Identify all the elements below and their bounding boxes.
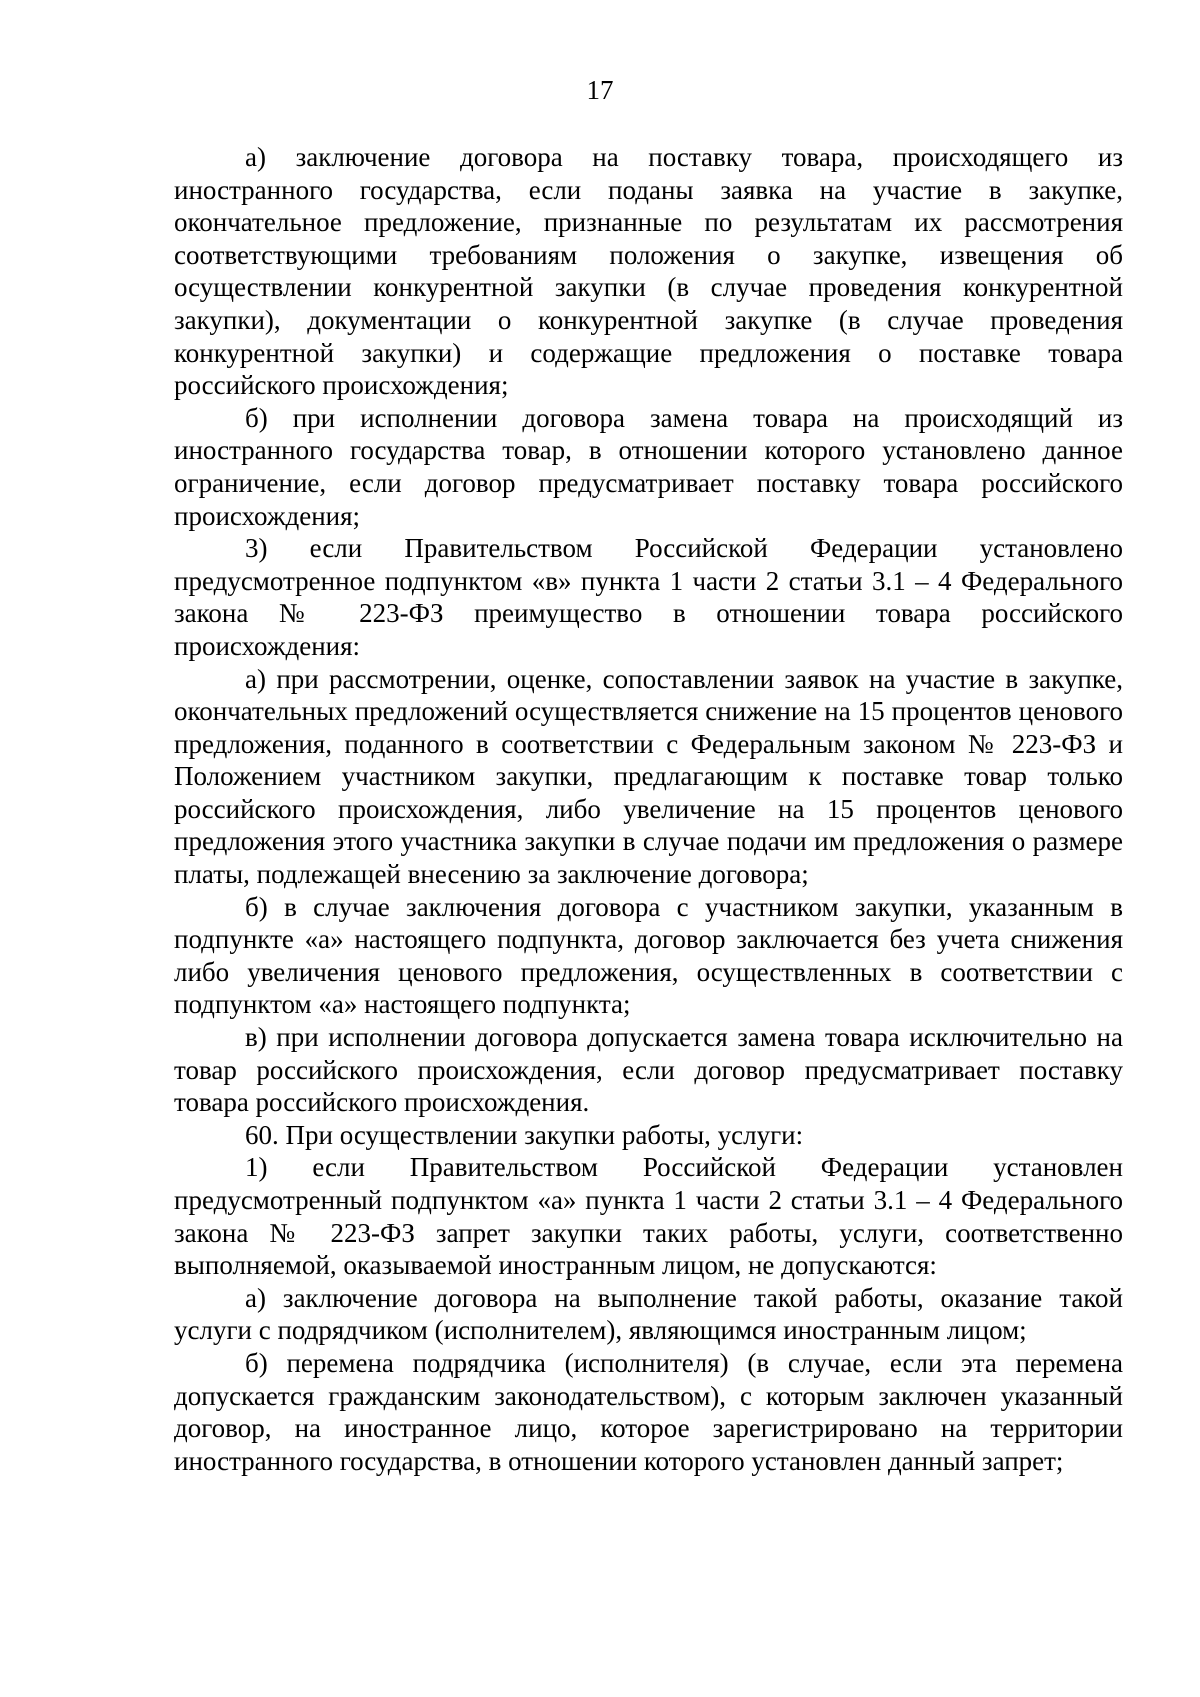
paragraph-a-foreign-contractor: а) заключение договора на выполнение такой работы, оказание такой услуги с подрядчиком (исполнителем), являющимся иностранным лицом; [174,1282,1123,1346]
paragraph-b-goods-replacement: б) при исполнении договора замена товара на происходящий из иностранного государства товар, в отношении которого установлено данное ограничение, если договор предусматривает поставку товара российского происхождения; [174,402,1123,531]
paragraph-a-foreign-goods-contract: а) заключение договора на поставку товара, происходящего из иностранного государства, если поданы заявка на участие в закупке, окончательное предложение, признанные по результатам их рассмотрения соответствующими требованиям положения о закупке, извещения об осуществлении конкурентной закупки (в случае проведения конкурентной закупки), документации о конкурентной закупке (в случае проведения конкурентной закупки) и содержащие предложения о поставке товара российского происхождения; [174,142,1123,401]
paragraph-1-prohibition: 1) если Правительством Российской Федерации установлен предусмотренный подпунктом «а» пункта 1 части 2 статьи 3.1 – 4 Федерального закона № 223-ФЗ запрет закупки таких работы, услуги, соответственно выполняемой, оказываемой иностранным лицом, не допускаются: [174,1152,1123,1281]
paragraph-3-preference: 3) если Правительством Российской Федерации установлено предусмотренное подпунктом «в» пункта 1 части 2 статьи 3.1 – 4 Федерального закона № 223-ФЗ преимущество в отношении товара российского происхождения: [174,533,1123,661]
paragraph-a-price-reduction: а) при рассмотрении, оценке, сопоставлении заявок на участие в закупке, окончательных предложений осуществляется снижение на 15 процентов ценового предложения, поданного в соответствии с Федеральным законом № 223-ФЗ и Положением участником закупки, предлагающим к поставке товар только российского происхождения, либо увеличение на 15 процентов ценового предложения этого участника закупки в случае подачи им предложения о размере платы, подлежащей внесению за заключение договора; [174,663,1123,890]
paragraph-b-contract-conclusion: б) в случае заключения договора с участником закупки, указанным в подпункте «а» настоящего подпункта, договор заключается без учета снижения либо увеличения ценового предложения, осуществленных в соответствии с подпунктом «а» настоящего подпункта; [174,891,1123,1020]
page-number: 17 [586,75,614,105]
paragraph-v-replacement-allowed: в) при исполнении договора допускается замена товара исключительно на товар российского происхождения, если договор предусматривает поставку товара российского происхождения. [174,1022,1123,1118]
paragraph-60-works-services: 60. При осуществлении закупки работы, услуги: [245,1119,804,1150]
paragraph-b-contractor-change: б) перемена подрядчика (исполнителя) (в случае, если эта перемена допускается гражданским законодательством), с которым заключен указанный договор, на иностранное лицо, которое зарегистрировано на территории иностранного государства, в отношении которого установлен данный запрет; [174,1347,1123,1476]
document-body [174,141,1123,1477]
